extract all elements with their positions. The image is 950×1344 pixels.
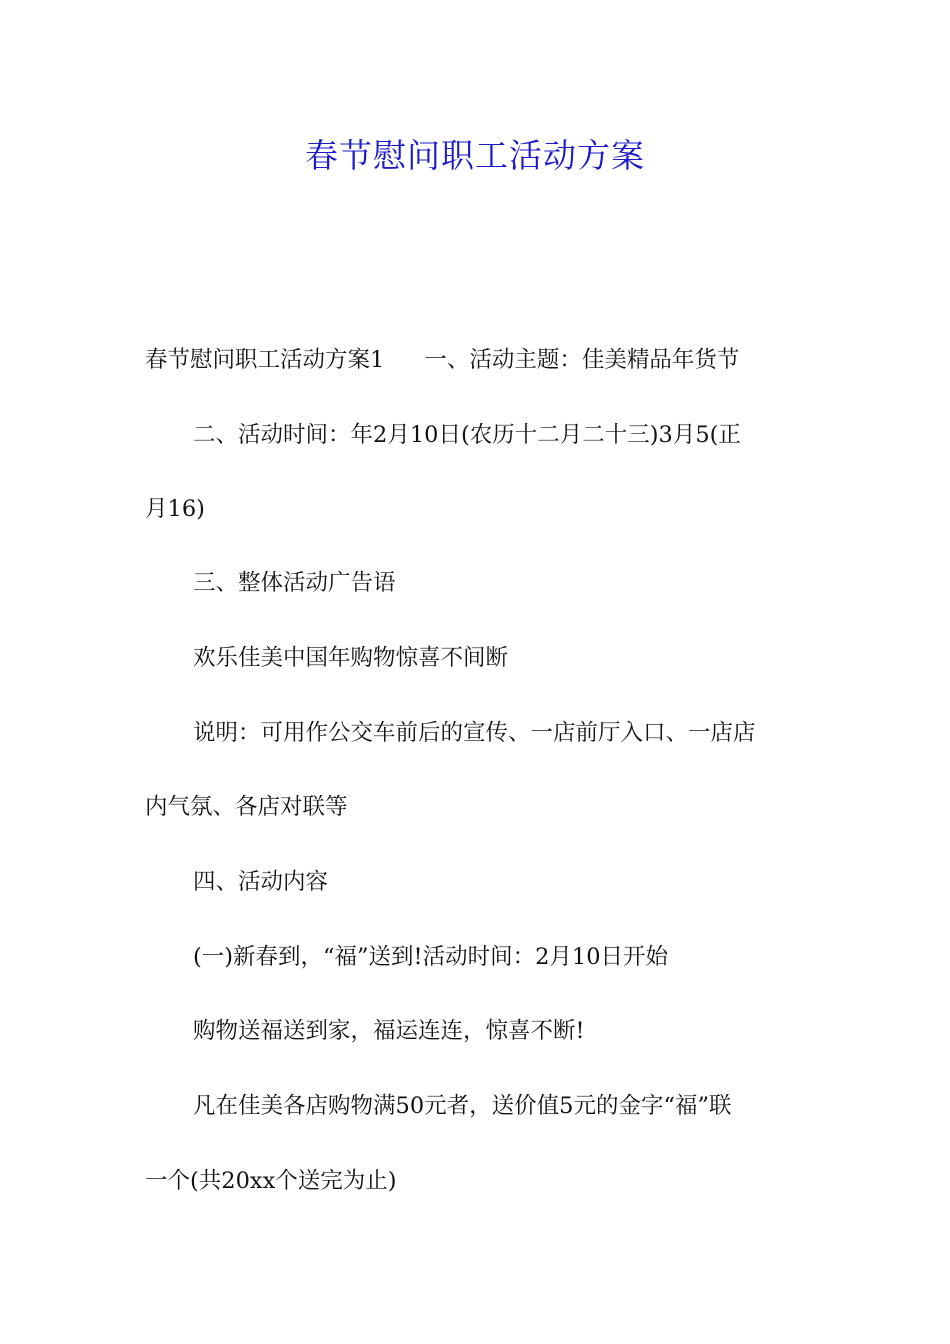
paragraph-line: 凡在佳美各店购物满50元者，送价值5元的金字“福”联 (193, 1093, 732, 1119)
paragraph-line: 购物送福送到家，福运连连，惊喜不断! (193, 1018, 585, 1044)
document-title: 春节慰问职工活动方案 (305, 136, 645, 175)
paragraph-line (145, 345, 739, 375)
paragraph-segment: 一、活动主题：佳美精品年货节 (424, 347, 740, 373)
paragraph-line: 说明：可用作公交车前后的宣传、一店前厅入口、一店店 (193, 720, 756, 746)
paragraph-line: 欢乐佳美中国年购物惊喜不间断 (193, 645, 509, 671)
paragraph-line: 月16) (145, 496, 205, 522)
paragraph-line: (一)新春到，“福”送到!活动时间：2月10日开始 (193, 944, 669, 970)
paragraph-line: 三、整体活动广告语 (193, 570, 396, 596)
paragraph-line: 二、活动时间：年2月10日(农历十二月二十三)3月5(正 (193, 422, 741, 448)
paragraph-segment: 春节慰问职工活动方案1 (145, 347, 385, 373)
paragraph-line: 一个(共20xx个送完为止) (145, 1168, 397, 1194)
paragraph-line: 内气氛、各店对联等 (145, 794, 348, 820)
paragraph-line: 四、活动内容 (193, 869, 329, 895)
